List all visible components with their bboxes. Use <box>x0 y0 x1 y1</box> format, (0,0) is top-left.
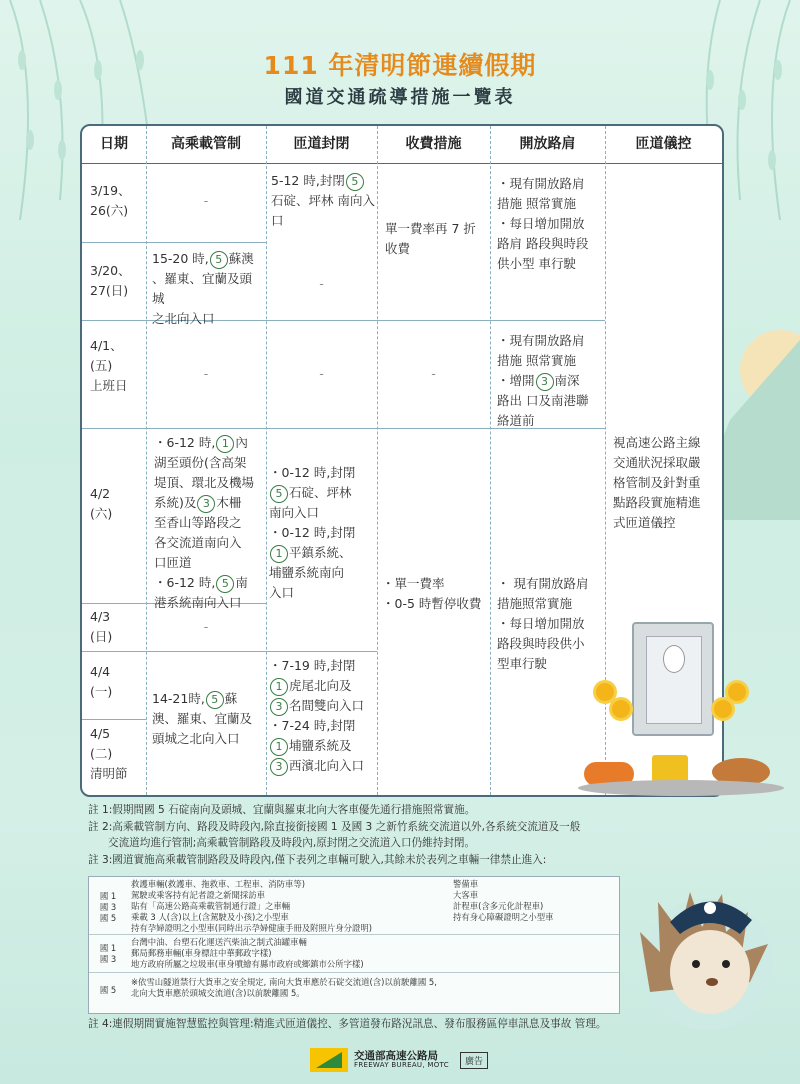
vehicle-list-left <box>131 937 364 970</box>
text: ・單一費率 <box>382 576 445 591</box>
toll-cell-3: - <box>431 366 436 381</box>
text: 堤頂、環北及機場 <box>154 475 255 490</box>
text: 視高速公路主線 <box>613 435 701 450</box>
text: 石碇、坪林 南向入 <box>271 193 375 208</box>
header-hov: 高乘載管制 <box>146 126 266 164</box>
text: 湖至頭份(含高架 <box>154 455 247 470</box>
text: 措施 照常實施 <box>497 353 576 368</box>
key: 國 3 <box>99 954 117 964</box>
tombstone-plaque <box>646 636 702 724</box>
tombstone-photo-oval <box>663 645 685 673</box>
freeway-number-icon: 1 <box>270 545 288 563</box>
org-name-zh: 交通部高速公路局 <box>354 1050 438 1062</box>
vehicle-item: 北向大貨車應於頭城交流道(含)以前駛離國 5。 <box>131 988 305 998</box>
freeway-bureau-logo-icon <box>310 1048 348 1072</box>
text: 15-20 時, <box>152 251 209 266</box>
date-cell-7 <box>90 724 146 784</box>
toll-cell-4 <box>382 574 490 614</box>
shoulder-cell-1 <box>497 174 603 274</box>
freeway-number-icon: 3 <box>197 495 215 513</box>
vehicle-item: ※依雪山隧道禁行大貨車之安全規定, 南向大貨車應於石碇交流道(含)以前駛離國 5, <box>131 977 437 987</box>
date-line: 4/2 <box>90 486 111 501</box>
note-3: 註 3:國道實施高乘載管制路段及時段內,僅下表列之車輛可駛入,其餘未於表列之車輛一律禁止進入: <box>88 853 547 866</box>
shoulder-cell-4 <box>497 574 603 674</box>
text: 平鎮系統、 <box>289 545 352 560</box>
date-line: 4/4 <box>90 664 111 679</box>
text: 5-12 時,封閉 <box>271 173 345 188</box>
text: ・0-12 時,封閉 <box>269 525 356 540</box>
text: 絡道前 <box>497 413 535 428</box>
text: 路出 口及南港聯 <box>497 393 589 408</box>
text: 蘇澳 <box>228 251 254 266</box>
date-line: 26(六) <box>90 203 129 218</box>
text: 至香山等路段之 <box>154 515 242 530</box>
key: 國 3 <box>99 902 117 912</box>
text: 各交流道南向入 <box>154 535 242 550</box>
chrysanthemum-icon <box>596 683 614 701</box>
page-subtitle: 國道交通疏導措施一覽表 <box>284 87 516 108</box>
vehicles-group-2 <box>89 937 619 973</box>
vehicle-item: 警備車 <box>453 879 479 889</box>
freeway-number-icon: 3 <box>270 758 288 776</box>
key: 國 5 <box>99 913 117 923</box>
text: ・現有開放路肩 <box>497 333 585 348</box>
vehicle-item: 救護車輛(救護車、拖救車、工程車、消防車等) <box>131 879 306 889</box>
date-line: (六) <box>90 506 113 521</box>
freeway-number-icon: 3 <box>270 698 288 716</box>
col-divider <box>490 126 491 795</box>
text: 14-21時, <box>152 691 205 706</box>
offering-plate <box>578 780 784 796</box>
note-2a: 註 2:高乘載管制方向、路段及時段內,除直接銜接國 1 及國 3 之新竹系統交流道以外,各系統交流道及一般 <box>88 820 581 833</box>
text: 交通狀況採取嚴 <box>613 455 701 470</box>
text: ・6-12 時, <box>154 435 216 450</box>
text: ・現有開放路肩 <box>497 176 585 191</box>
text: 供小型 車行駛 <box>497 256 576 271</box>
vehicles-group-3 <box>89 977 619 1007</box>
header-ramp-closure: 匝道封閉 <box>266 126 377 164</box>
text: 格管制及針對重 <box>613 475 701 490</box>
text: ・0-12 時,封閉 <box>269 465 356 480</box>
row-divider <box>146 242 266 243</box>
allowed-vehicles-table <box>88 876 620 1014</box>
date-line: (一) <box>90 684 113 699</box>
ramp-cell-2: - <box>319 276 324 291</box>
ramp-cell-6 <box>269 656 375 776</box>
text: 港系統南向入口 <box>154 595 242 610</box>
date-line: 3/19、 <box>90 183 131 198</box>
vehicle-item: 駕駛或乘客持有記者證之新聞採訪車 <box>131 890 265 900</box>
vehicle-item: 計程車(含多元化計程車) <box>453 901 544 911</box>
note-4: 註 4:連假期間實施智慧監控與管理:精進式匝道儀控、多管道發布路況訊息、發布服務區停車訊息及事故 管理。 <box>88 1018 607 1030</box>
text: ・0-5 時暫停收費 <box>382 596 482 611</box>
date-line: (五) <box>90 358 113 373</box>
freeway-number-icon: 5 <box>206 691 224 709</box>
note-2b: 交流道均進行管制;高乘載管制路段及時段內,原封閉之交流道入口仍維持封閉。 <box>108 837 476 849</box>
hov-cell-4 <box>154 433 266 613</box>
text: 蘇 <box>224 691 238 706</box>
text: 之北向入口 <box>152 311 215 326</box>
row-divider <box>82 719 146 720</box>
note-1: 註 1:假期間國 5 石碇南向及頭城、宜蘭與羅東北向大客車優先通行措施照常實施。 <box>88 804 476 816</box>
freeway-number-icon: 1 <box>270 678 288 696</box>
date-cell-3 <box>90 336 146 396</box>
text: ・6-12 時, <box>154 575 216 590</box>
text: 路段與時段供小 <box>497 636 585 651</box>
freeway-number-icon: 5 <box>210 251 228 269</box>
key: 國 1 <box>99 891 117 901</box>
date-line: 4/3 <box>90 609 111 624</box>
vehicles-group-1 <box>89 879 619 935</box>
row-divider <box>82 242 146 243</box>
text: 式匝道儀控 <box>613 515 676 530</box>
text: 措施 照常實施 <box>497 196 576 211</box>
date-line: 上班日 <box>90 378 128 393</box>
text: 澳、羅東、宜蘭及 <box>152 711 253 726</box>
text: ・7-19 時,封閉 <box>269 658 356 673</box>
freeway-number-icon: 5 <box>216 575 234 593</box>
freeway-keys <box>89 891 127 924</box>
vehicle-item: 台灣中油、台塑石化運送汽柴油之制式油罐車輛 <box>131 937 307 947</box>
date-line: (二) <box>90 746 113 761</box>
date-cell-1 <box>90 181 146 221</box>
toll-cell-1 <box>385 219 489 259</box>
col-divider <box>146 126 147 795</box>
chrysanthemum-icon <box>714 700 732 718</box>
text: ・每日增加開放 <box>497 616 585 631</box>
text: 頭城之北向入口 <box>152 731 240 746</box>
header-shoulder: 開放路肩 <box>490 126 605 164</box>
text: 點路段實施精進 <box>613 495 701 510</box>
hov-cell-6 <box>152 689 264 749</box>
text: 系統)及 <box>154 495 197 510</box>
freeway-number-icon: 3 <box>536 373 554 391</box>
header-toll: 收費措施 <box>377 126 490 164</box>
shoulder-cell-3 <box>497 331 603 431</box>
header-rule <box>82 126 722 164</box>
date-line: 27(日) <box>90 283 129 298</box>
text: 南 <box>235 575 248 590</box>
text: 木柵 <box>216 495 242 510</box>
date-line: 3/20、 <box>90 263 131 278</box>
hov-cell-1: - <box>203 193 209 208</box>
vehicle-item: 持有孕婦證明之小型車(同時出示孕婦健康手冊及附照片身分證明) <box>131 923 373 933</box>
date-cell-5 <box>90 607 146 647</box>
freeway-number-icon: 1 <box>270 738 288 756</box>
org-name-en: FREEWAY BUREAU, MOTC <box>354 1061 449 1069</box>
text: 內 <box>235 435 248 450</box>
text: ・每日增加開放 <box>497 216 585 231</box>
freeway-number-icon: 5 <box>270 485 288 503</box>
text: 石碇、坪林 <box>289 485 352 500</box>
text: 型車行駛 <box>497 656 548 671</box>
text: 名間雙向入口 <box>289 698 365 713</box>
ramp-cell-4 <box>269 463 375 603</box>
text: ・7-24 時,封閉 <box>269 718 356 733</box>
freeway-number-icon: 1 <box>216 435 234 453</box>
text: 措施照常實施 <box>497 596 573 611</box>
vehicle-item: 乘載 3 人(含)以上(含駕駛及小孩)之小型車 <box>131 912 289 922</box>
date-line: 清明節 <box>90 766 128 781</box>
vehicle-item: 貼有「高速公路高乘載管制通行證」之車輛 <box>131 901 291 911</box>
text: 埔鹽系統及 <box>289 738 352 753</box>
vehicle-list-left <box>131 879 372 934</box>
date-cell-4 <box>90 484 146 524</box>
ramp-meter-cell <box>613 433 721 533</box>
col-divider <box>377 126 378 795</box>
hov-cell-5: - <box>203 619 209 634</box>
text: 南深 <box>554 373 580 388</box>
ramp-cell-1 <box>271 171 375 231</box>
text: 南向入口 <box>269 505 320 520</box>
vehicle-item: 持有身心障礙證明之小型車 <box>453 912 554 922</box>
hedgehog-mascot-illustration <box>630 872 780 1032</box>
ad-badge: 廣告 <box>460 1052 488 1069</box>
col-divider <box>266 126 267 795</box>
freeway-number-icon: 5 <box>346 173 364 191</box>
text: 收費 <box>385 241 411 256</box>
key: 國 1 <box>99 943 117 953</box>
text: 、羅東、宜蘭及頭城 <box>152 271 253 306</box>
freeway-keys <box>89 943 127 965</box>
date-cell-2 <box>90 261 146 301</box>
page-title: 111 年清明節連續假期 <box>263 51 537 80</box>
key: 國 5 <box>99 985 117 995</box>
text: 單一費率再 7 折 <box>385 221 476 236</box>
vehicle-item: 地方政府所屬之垃圾車(車身噴繪有縣市政府或鄉鎮市公所字樣) <box>131 959 364 969</box>
text: 虎尾北向及 <box>289 678 352 693</box>
vehicle-list-left <box>131 977 437 999</box>
text: 埔鹽系統南向 <box>269 565 345 580</box>
text: 西濱北向入口 <box>289 758 365 773</box>
chrysanthemum-icon <box>612 700 630 718</box>
date-line: 4/1、 <box>90 338 123 353</box>
traffic-measures-table <box>80 124 724 797</box>
chrysanthemum-icon <box>728 683 746 701</box>
hov-cell-2 <box>152 249 264 329</box>
ramp-cell-3: - <box>319 366 324 381</box>
vehicle-list-right <box>453 879 554 923</box>
date-cell-6 <box>90 662 146 702</box>
text: 路肩 路段與時段 <box>497 236 589 251</box>
header-date: 日期 <box>82 126 146 164</box>
row-divider <box>82 651 377 652</box>
footer-logo-block <box>310 1048 510 1072</box>
notes-section <box>88 802 728 868</box>
date-line: (日) <box>90 629 113 644</box>
tombstone-illustration <box>632 622 714 736</box>
text: 入口 <box>269 585 295 600</box>
header-ramp-meter: 匝道儀控 <box>605 126 722 164</box>
vehicle-item: 郵局郵務車輛(車身標註中華郵政字樣) <box>131 948 272 958</box>
hov-cell-3: - <box>203 366 209 381</box>
text: ・ 現有開放路肩 <box>497 576 589 591</box>
vehicle-item: 大客車 <box>453 890 479 900</box>
text: 口匝道 <box>154 555 192 570</box>
date-line: 4/5 <box>90 726 111 741</box>
text: 口 <box>271 213 284 228</box>
text: ・增開 <box>497 373 535 388</box>
